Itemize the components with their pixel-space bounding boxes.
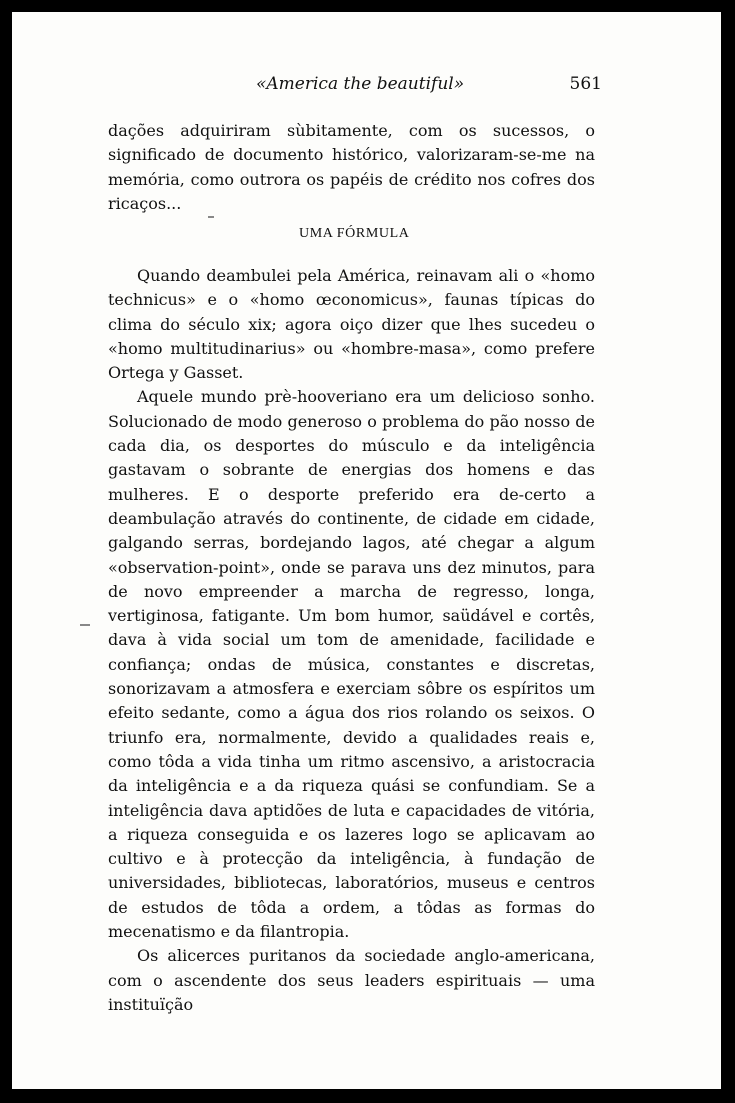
page-header xyxy=(110,74,602,100)
running-title: «America the beautiful» xyxy=(256,74,465,94)
section-body xyxy=(108,264,595,1017)
print-speck xyxy=(208,216,214,218)
body-paragraph-2: Aquele mundo prè-hooveriano era um delicioso sonho. Solucionado de modo generoso o problema do pão nosso de cada dia, os desportes do músculo e da inteligência gastavam o sobrante de energias dos homens e das mulheres. E o desporte preferido era de-certo a deambulação através do continente, de cidade em cidade, galgando serras, bordejando lagos, até chegar a algum «observation-point», onde se parava uns dez minutos, para de novo empreender a marcha de regresso, longa, vertiginosa, fatigante. Um bom humor, saüdável e cortês, dava à vida social um tom de amenidade, facilidade e confiança; ondas de música, constantes e discretas, sonorizavam a atmosfera e exerciam sôbre os espíritos um efeito sedante, como a água dos rios rolando os seixos. O triunfo era, normalmente, devido a qualidades reais e, como tôda a vida tinha um ritmo ascensivo, a aristocracia da inteligência e a da riqueza quási se confundiam. Se a inteligência dava aptidões de luta e capacidades de vitória, a riqueza conseguida e os lazeres logo se aplicavam ao cultivo e à protecção da inteligência, à fundação de universidades, bibliotecas, laboratórios, museus e centros de estudos de tôda a ordem, a tôdas as formas do mecenatismo e da filantropia. xyxy=(108,387,595,942)
continuation-paragraph-block xyxy=(108,119,595,216)
continuation-paragraph: dações adquiriram sùbitamente, com os sucessos, o significado de documento histórico, valorizaram-se-me na memória, como outrora os papéis de crédito nos cofres dos ricaços... xyxy=(108,121,595,213)
page-number: 561 xyxy=(569,74,602,94)
body-paragraph-1: Quando deambulei pela América, reinavam ali o «homo technicus» e o «homo œconomicus», faunas típicas do clima do século xix; agora oiço dizer que lhes sucedeu o «homo multitudinarius» ou «hombre-masa», como prefere Ortega y Gasset. xyxy=(108,266,595,383)
book-page xyxy=(12,12,721,1089)
section-heading: UMA FÓRMULA xyxy=(299,226,410,241)
print-speck xyxy=(80,624,90,626)
body-paragraph-3: Os alicerces puritanos da sociedade anglo-americana, com o ascendente dos seus leaders espirituais — uma instituïção xyxy=(108,946,595,1014)
